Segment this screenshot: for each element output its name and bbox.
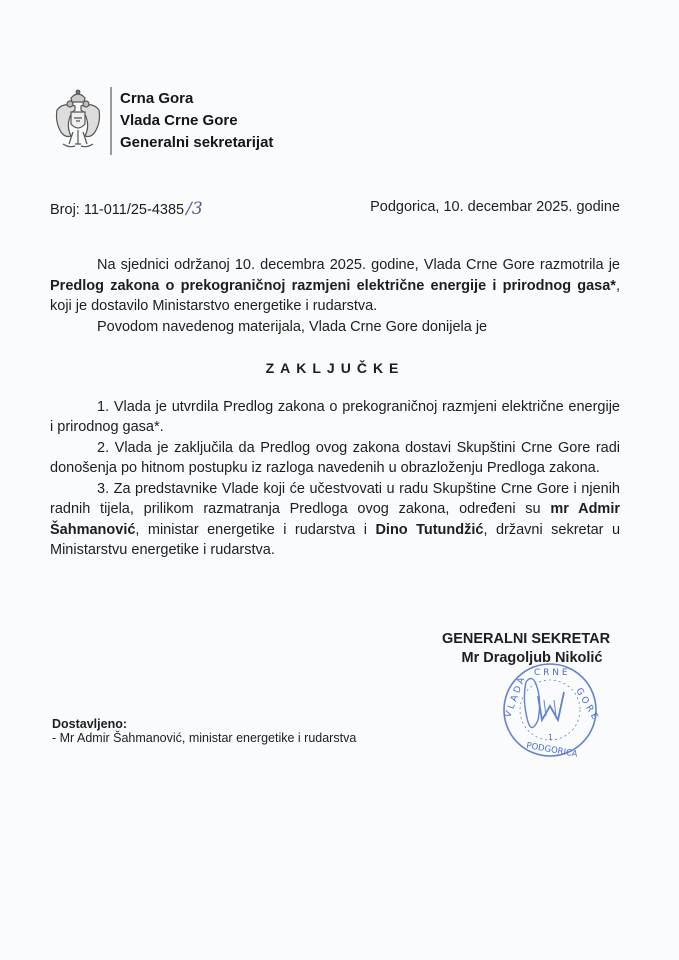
letterhead [50, 84, 273, 158]
country-name: Crna Gora [120, 90, 194, 107]
secretariat-name: Generalni sekretarijat [120, 134, 274, 151]
representative-minister: mr Admir Šahmanović [50, 501, 620, 538]
conclusion-2: 2. Vlada je zaključila da Predlog ovog zakona dostavi Skupštini Crne Gore radi donošenja po hitnom postupku iz razloga navedenih u obrazloženju Predloga zakona. [50, 439, 620, 476]
conclusion-3 [50, 479, 620, 561]
issuer-block [120, 88, 273, 154]
document-body [50, 255, 620, 561]
government-name: Vlada Crne Gore [120, 112, 238, 129]
place-date: Podgorica, 10. decembar 2025. godine [370, 199, 620, 215]
distribution-list [52, 717, 356, 745]
intro-text-end: , koji je dostavilo Ministarstvo energetike i rudarstva. [50, 277, 620, 314]
signatory-name: Mr Dragoljub Nikolić [461, 650, 603, 666]
conclusions-title: ZAKLJUČKE [265, 360, 405, 376]
conclusion-1: 1. Vlada je utvrdila Predlog zakona o prekograničnoj razmjeni električne energije i prirodnog gasa*. [50, 398, 620, 435]
intro-paragraph [50, 255, 620, 317]
reference-number-block [50, 199, 203, 219]
conclusion-3-text: 3. Za predstavnike Vlade koji će učestvovati u radu Skupštine Crne Gore i njenih radnih tijela, prilikom razmatranja Predloga ovog zakona, određeni su [50, 480, 620, 517]
conclusion-3-text-end: , državni sekretar u Ministarstvu energetike i rudarstva. [50, 521, 621, 558]
distribution-label: Dostavljeno: [52, 717, 128, 731]
reference-number: Broj: 11-011/25-4385 [50, 202, 185, 218]
header-divider [110, 87, 112, 155]
reference-line [50, 199, 620, 219]
representative-secretary: Dino Tutundžić [375, 521, 484, 538]
signatory-title: GENERALNI SEKRETAR [441, 631, 611, 647]
law-title: Predlog zakona o prekograničnoj razmjeni električne energije i prirodnog gasa* [50, 277, 616, 294]
svg-text:V L A D A: V L A D A [503, 676, 528, 720]
official-stamp-icon [498, 660, 602, 760]
intro-text: Na sjednici održanoj 10. decembra 2025. godine, Vlada Crne Gore razmotrila je [97, 257, 620, 273]
svg-text:G O R E: G O R E [573, 686, 600, 722]
distribution-item: - Mr Admir Šahmanović, ministar energetike i rudarstva [52, 731, 357, 745]
decision-paragraph: Povodom navedenog materijala, Vlada Crne Gore donijela je [97, 318, 488, 335]
svg-text:PODGORICA: PODGORICA [525, 740, 579, 760]
svg-text:C R N E: C R N E [534, 668, 568, 678]
montenegro-coat-of-arms-icon [50, 86, 106, 156]
svg-text:1: 1 [548, 733, 554, 742]
conclusion-3-text-mid: , ministar energetike i rudarstva i [135, 521, 376, 538]
handwritten-suffix: /3 [186, 199, 203, 219]
